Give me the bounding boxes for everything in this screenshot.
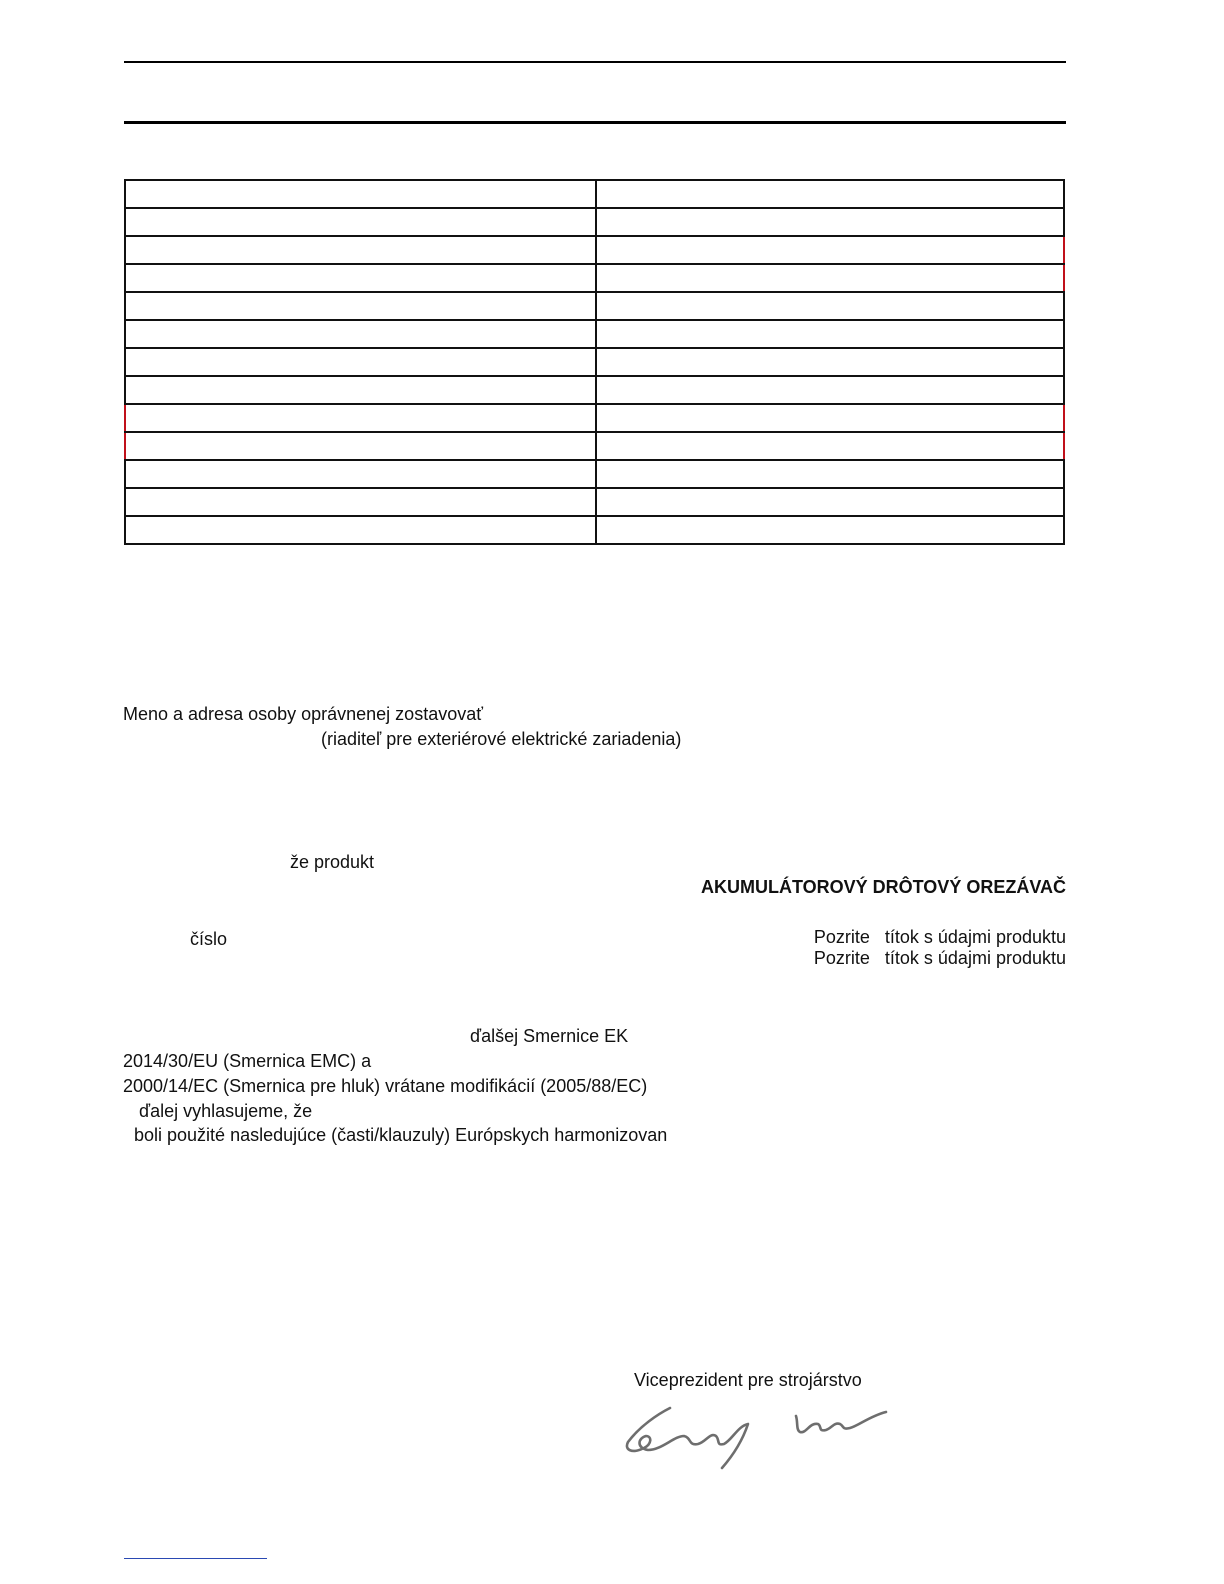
table-row [125,208,1064,236]
directive-noise: 2000/14/EC (Smernica pre hluk) vrátane modifikácií (2005/88/EC) [123,1076,648,1096]
signature-image [618,1396,894,1470]
footer-rule [124,1558,267,1559]
table-row [125,404,1064,432]
table-row [125,320,1064,348]
table-row [125,348,1064,376]
table-row [125,432,1064,460]
table-row [125,376,1064,404]
authorized-person-label: Meno a adresa osoby oprávnenej zostavovať [123,704,483,724]
table-row [125,488,1064,516]
number-value-1: Pozrite títok s údajmi produktu [813,927,1066,947]
number-label: číslo [190,929,228,949]
number-value-2: Pozrite títok s údajmi produktu [813,948,1066,968]
table-row [125,516,1064,544]
signatory-title: Viceprezident pre strojárstvo [634,1370,862,1390]
authorized-person-role: (riaditeľ pre exteriérové elektrické zariadenia) [321,729,682,749]
product-data-table [124,179,1065,545]
standards-applied: boli použité nasledujúce (časti/klauzuly) Európskych harmonizovan [134,1125,668,1145]
header-rule [124,121,1066,124]
table-row [125,460,1064,488]
table-row [125,264,1064,292]
further-declare: ďalej vyhlasujeme, že [139,1101,313,1121]
product-intro: že produkt [290,852,375,872]
table-row [125,180,1064,208]
product-name: AKUMULÁTOROVÝ DRÔTOVÝ OREZÁVAČ [700,877,1066,897]
directive-further: ďalšej Smernice EK [470,1026,629,1046]
directive-emc: 2014/30/EU (Smernica EMC) a [123,1051,372,1071]
top-rule [124,61,1066,63]
table-row [125,236,1064,264]
table-row [125,292,1064,320]
